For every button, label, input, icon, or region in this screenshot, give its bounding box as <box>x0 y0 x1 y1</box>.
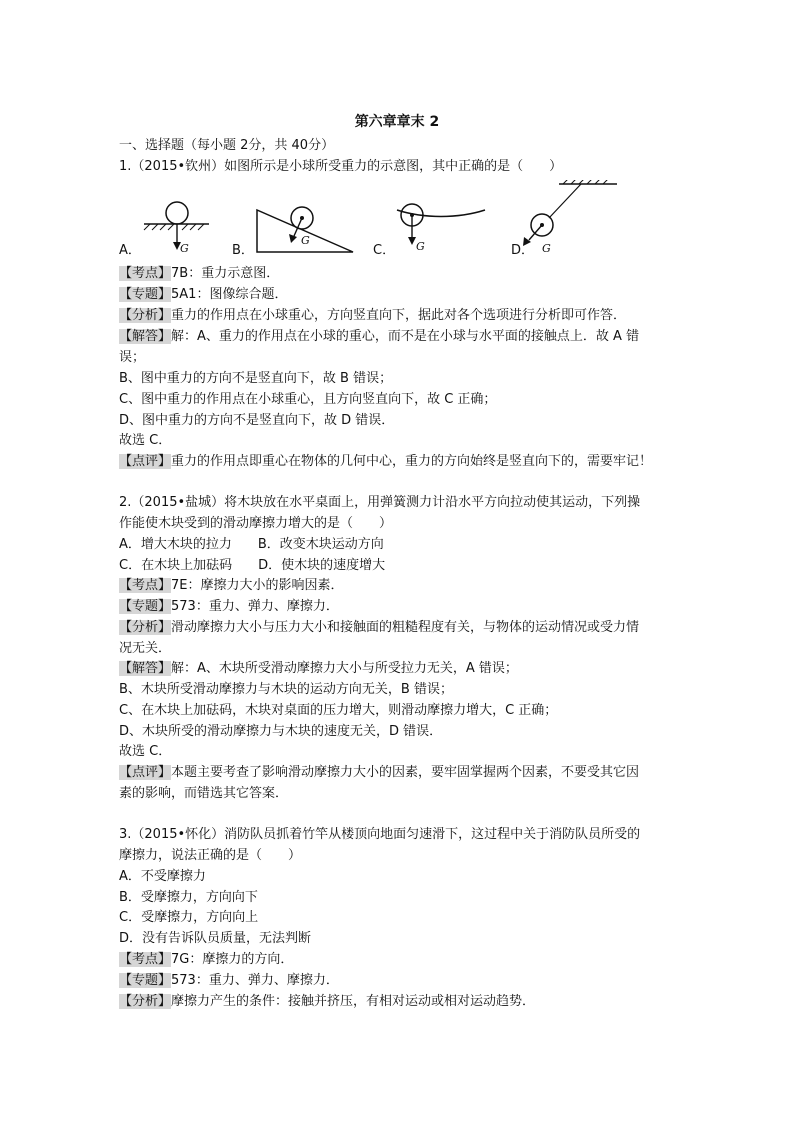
section-heading: 一、选择题（每小题 2分，共 40分） <box>119 138 335 153</box>
q1-jieda-5: D、图中重力的方向不是竖直向下，故 D 错误． <box>119 413 395 428</box>
q2-options-2: C．在木块上加砝码 D．使木块的速度增大 <box>119 558 386 573</box>
figure-c-g: G <box>416 240 425 253</box>
q1-jieda-2: 误； <box>119 350 146 365</box>
figure-a-g: G <box>180 242 189 255</box>
q1-stem: 1.（2015•钦州）如图所示是小球所受重力的示意图，其中正确的是（ ） <box>119 159 563 174</box>
q1-jieda-3: B、图中重力的方向不是竖直向下，故 B 错误； <box>119 371 393 386</box>
figure-b-g: G <box>301 234 310 247</box>
q3-kaodian: 【考点】7G：摩擦力的方向． <box>119 952 294 967</box>
q1-dianping: 【点评】重力的作用点即重心在物体的几何中心，重力的方向始终是竖直向下的，需要牢记！ <box>119 454 653 469</box>
q1-jieda-1: 【解答】解：A、重力的作用点在小球的重心，而不是在小球与水平面的接触点上．故 A 错 <box>119 329 640 344</box>
q3-option-b: B．受摩擦力，方向向下 <box>119 890 258 905</box>
q2-options-1: A．增大木块的拉力 B．改变木块运动方向 <box>119 537 384 552</box>
q3-fenxi: 【分析】摩擦力产生的条件：接触并挤压，有相对运动或相对运动趋势． <box>119 994 536 1009</box>
q3-option-a: A．不受摩擦力 <box>119 869 206 884</box>
figure-d-g: G <box>542 242 551 255</box>
q1-fenxi: 【分析】重力的作用点在小球重心，方向竖直向下，据此对各个选项进行分析即可作答． <box>119 308 627 323</box>
q2-stem-1: 2.（2015•盐城）将木块放在水平桌面上，用弹簧测力计沿水平方向拉动使其运动，下列操 <box>119 495 641 510</box>
q1-jieda-6: 故选 C． <box>119 433 172 448</box>
q1-option-c: C． <box>373 243 396 258</box>
figure-a <box>144 202 209 255</box>
figure-c <box>397 204 485 253</box>
q3-option-c: C．受摩擦力，方向向上 <box>119 910 259 925</box>
q2-dianping-2: 素的影响，而错选其它答案． <box>119 786 289 801</box>
figure-d <box>523 180 617 255</box>
q2-fenxi-2: 况无关． <box>119 641 172 656</box>
q2-fenxi-1: 【分析】滑动摩擦力大小与压力大小和接触面的粗糙程度有关，与物体的运动情况或受力情 <box>119 620 640 635</box>
q1-jieda-4: C、图中重力的作用点在小球重心，且方向竖直向下，故 C 正确； <box>119 392 497 407</box>
q2-zhuanti: 【专题】573：重力、弹力、摩擦力． <box>119 599 339 614</box>
q2-stem-2: 作能使木块受到的滑动摩擦力增大的是（ ） <box>119 516 393 531</box>
q3-stem-1: 3.（2015•怀化）消防队员抓着竹竿从楼顶向地面匀速滑下，这过程中关于消防队员所受的 <box>119 827 641 842</box>
q2-jieda-2: B、木块所受滑动摩擦力与木块的运动方向无关，B 错误； <box>119 682 453 697</box>
q2-jieda-5: 故选 C． <box>119 744 172 759</box>
q3-option-d: D．没有告诉队员质量，无法判断 <box>119 931 312 946</box>
figure-b <box>257 207 353 252</box>
q1-figures <box>119 180 619 260</box>
q3-zhuanti: 【专题】573：重力、弹力、摩擦力． <box>119 973 339 988</box>
q1-zhuanti: 【专题】5A1：图像综合题． <box>119 287 288 302</box>
q3-stem-2: 摩擦力，说法正确的是（ ） <box>119 848 302 863</box>
q1-option-b: B． <box>232 243 254 258</box>
q2-jieda-4: D、木块所受的滑动摩擦力与木块的速度无关，D 错误． <box>119 724 443 739</box>
q1-option-d: D． <box>511 243 535 258</box>
page-title: 第六章章末 2 <box>354 114 440 130</box>
q2-dianping-1: 【点评】本题主要考查了影响滑动摩擦力大小的因素，要牢固掌握两个因素，不要受其它因 <box>119 765 640 780</box>
q2-kaodian: 【考点】7E：摩擦力大小的影响因素． <box>119 578 344 593</box>
q2-jieda-1: 【解答】解：A、木块所受滑动摩擦力大小与所受拉力无关，A 错误； <box>119 661 518 676</box>
q2-jieda-3: C、在木块上加砝码，木块对桌面的压力增大，则滑动摩擦力增大，C 正确； <box>119 703 558 718</box>
q1-option-a: A． <box>119 243 141 258</box>
q1-kaodian: 【考点】7B：重力示意图． <box>119 266 280 281</box>
